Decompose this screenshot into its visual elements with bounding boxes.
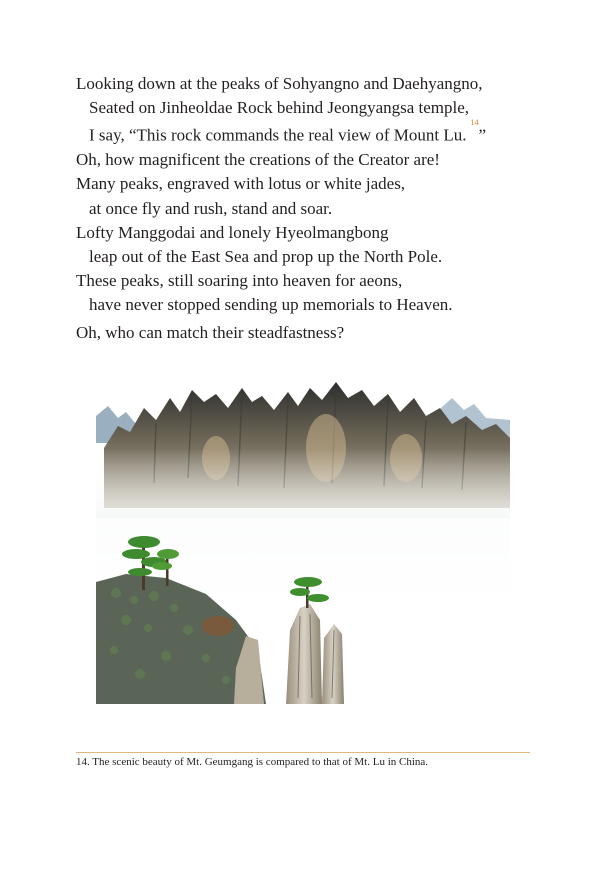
poem [76, 72, 546, 345]
poem-line-text: I say, “This rock commands the real view of Mount Lu. [89, 126, 467, 146]
poem-line: have never stopped sending up memorials to Heaven. [89, 295, 453, 315]
closing-quote: ” [478, 126, 487, 146]
mountain-landscape-painting [96, 368, 510, 704]
poem-line: These peaks, still soaring into heaven for aeons, [76, 271, 403, 291]
poem-line: at once fly and rush, stand and soar. [89, 198, 333, 218]
poem-line: leap out of the East Sea and prop up the North Pole. [89, 247, 443, 267]
poem-line-with-footnote [76, 120, 546, 148]
footnote-divider [76, 752, 530, 753]
poem-line: Seated on Jinheoldae Rock behind Jeongyangsa temple, [89, 98, 470, 118]
poem-line: Oh, how magnificent the creations of the Creator are! [76, 150, 440, 170]
footnote: 14. The scenic beauty of Mt. Geumgang is compared to that of Mt. Lu in China. [76, 756, 429, 768]
poem-line: Oh, who can match their steadfastness? [76, 322, 345, 342]
poem-line: Lofty Manggodai and lonely Hyeolmangbong [76, 222, 389, 242]
poem-line: Many peaks, engraved with lotus or white jades, [76, 174, 406, 194]
poem-line: Looking down at the peaks of Sohyangno and Daehyangno, [76, 74, 483, 93]
footnote-reference[interactable]: 14 [470, 118, 479, 128]
